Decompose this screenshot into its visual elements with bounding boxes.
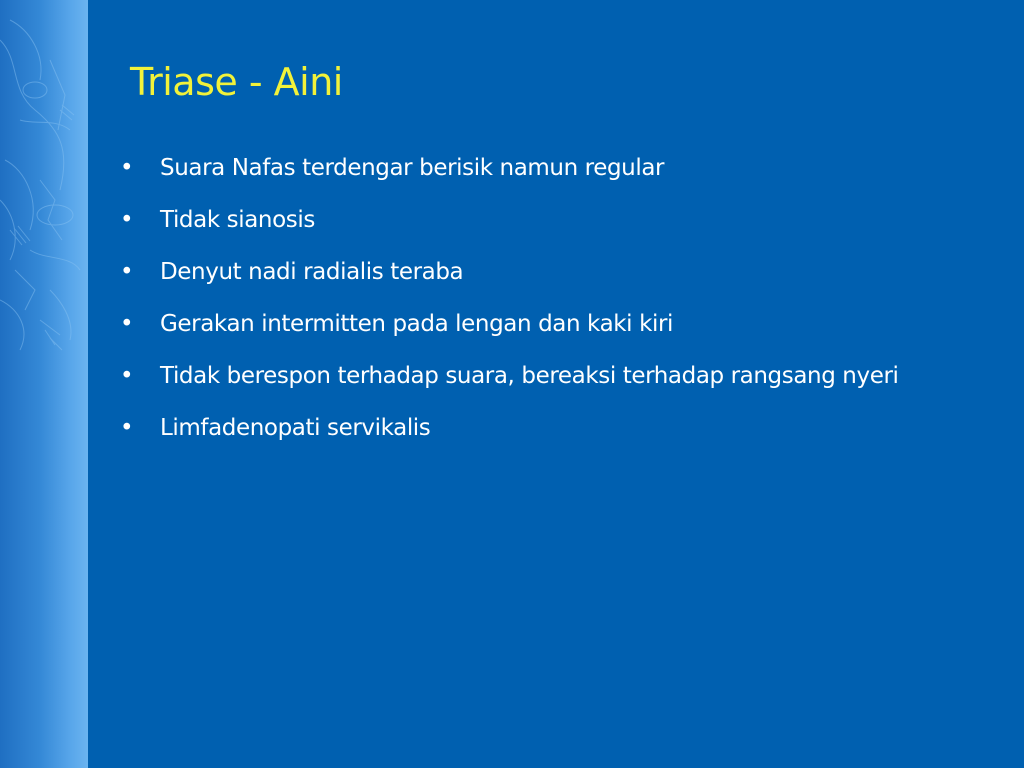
bullet-text: Tidak sianosis xyxy=(160,207,315,233)
list-item xyxy=(118,412,938,445)
sketch-illustration-decoration xyxy=(0,0,88,768)
bullet-text: Limfadenopati servikalis xyxy=(160,415,431,441)
bullet-marker: • xyxy=(120,363,134,389)
bullet-marker: • xyxy=(120,207,134,233)
bullet-marker: • xyxy=(120,259,134,285)
bullet-text: Gerakan intermitten pada lengan dan kaki kiri xyxy=(160,311,674,337)
list-item xyxy=(118,360,938,393)
bullet-marker: • xyxy=(120,415,134,441)
side-decoration-band xyxy=(0,0,88,768)
list-item xyxy=(118,204,938,237)
list-item xyxy=(118,256,938,289)
list-item xyxy=(118,308,938,341)
bullet-marker: • xyxy=(120,311,134,337)
bullet-list xyxy=(118,152,938,464)
bullet-marker: • xyxy=(120,155,134,181)
bullet-text: Tidak berespon terhadap suara, bereaksi terhadap rangsang nyeri xyxy=(160,363,899,389)
slide-title: Triase - Aini xyxy=(130,60,343,104)
bullet-text: Suara Nafas terdengar berisik namun regular xyxy=(160,155,665,181)
bullet-text: Denyut nadi radialis teraba xyxy=(160,259,464,285)
list-item xyxy=(118,152,938,185)
